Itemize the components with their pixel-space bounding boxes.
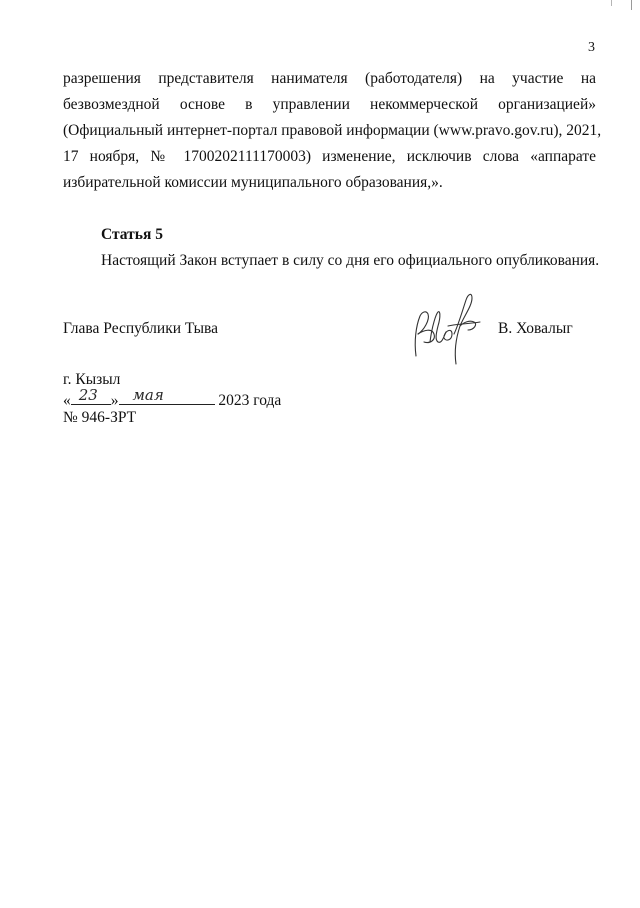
date-open-quote: « [63, 392, 71, 409]
article-title: Статья 5 [101, 226, 163, 243]
place-of-signing: г. Кызыл [63, 371, 121, 388]
date-month-blank [119, 386, 215, 405]
law-number: № 946-ЗРТ [63, 409, 137, 426]
date-day-handwritten: 23 [78, 386, 98, 404]
article-body: Настоящий Закон вступает в силу со дня его официального опубликования. [101, 252, 600, 269]
paragraph-line: 17 ноября, № 1700202111170003) изменение, исключив слова «аппарате [63, 148, 596, 165]
handwritten-signature [408, 286, 488, 368]
signatory-position: Глава Республики Тыва [63, 320, 219, 337]
date-year: 2023 года [218, 392, 282, 409]
signatory-name: В. Ховалыг [498, 320, 573, 337]
date-day-blank [71, 386, 111, 405]
page-edge-mark [631, 0, 632, 10]
page-number: 3 [588, 40, 595, 55]
amendment-paragraph [63, 66, 602, 196]
paragraph-line: (Официальный интернет-портал правовой информации (www.pravo.gov.ru), 2021, [63, 122, 602, 139]
paragraph-line: избирательной комиссии муниципального образования,». [63, 174, 443, 191]
date-month-handwritten: мая [132, 386, 164, 404]
page-edge-mark [611, 0, 612, 6]
paragraph-line: разрешения представителя нанимателя (работодателя) на участие на [63, 70, 596, 87]
date-close-quote: » [110, 392, 119, 409]
paragraph-line: безвозмездной основе в управлении некоммерческой организацией» [63, 96, 596, 113]
